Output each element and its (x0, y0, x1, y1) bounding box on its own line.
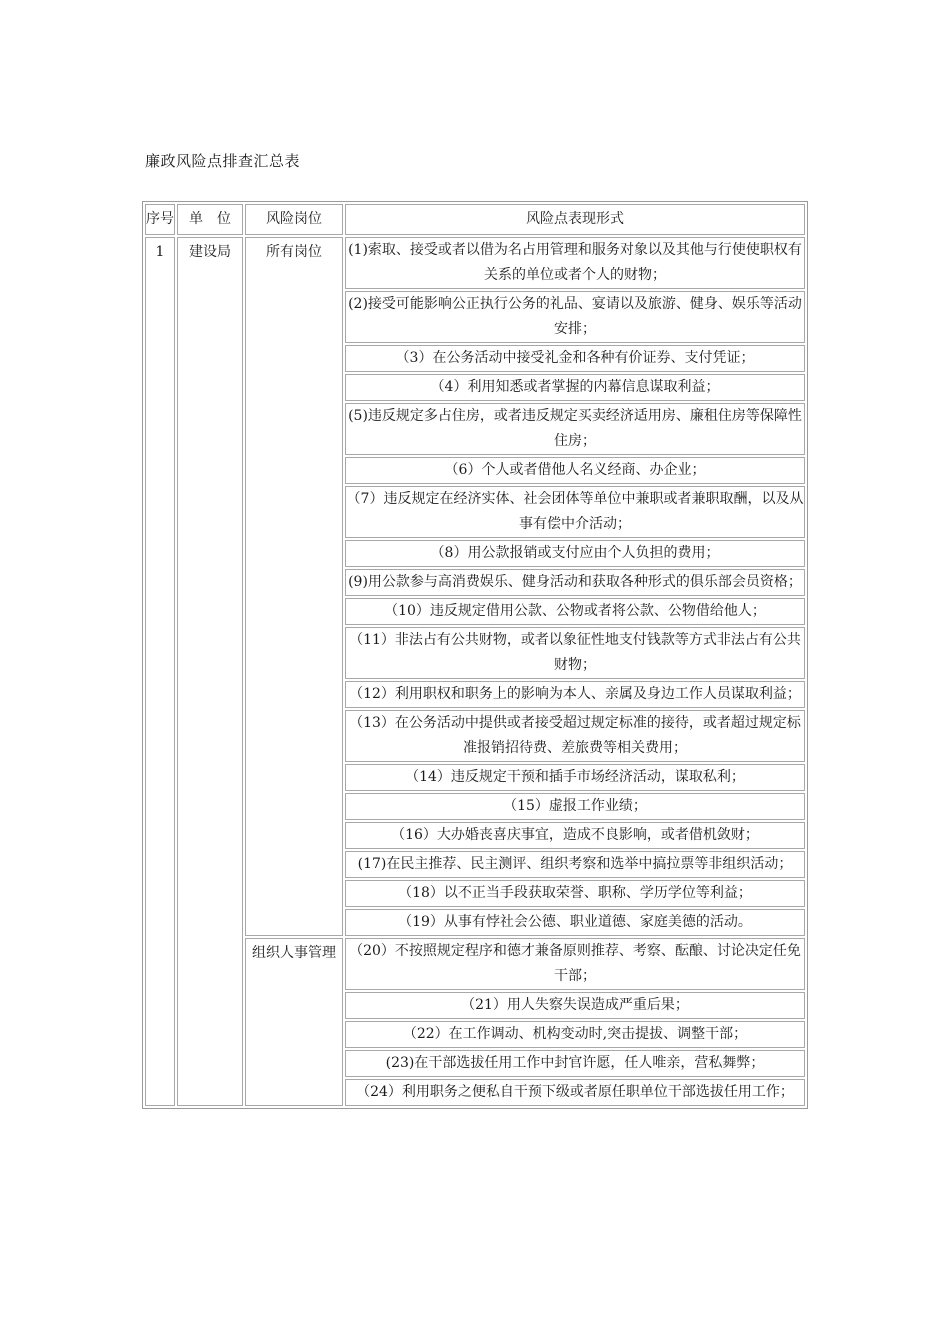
table-row (145, 291, 805, 343)
risk-point-text: （22）在工作调动、机构变动时,突击提拔、调整干部； (402, 1026, 748, 1042)
table-row (145, 681, 805, 708)
risk-point-text: (5)违反规定多占住房，或者违反规定买卖经济适用房、廉租住房等保障性住房； (348, 408, 802, 449)
table-row (145, 822, 805, 849)
risk-point-cell (345, 291, 805, 343)
risk-point-text: （12）利用职权和职务上的影响为本人、亲属及身边工作人员谋取利益； (349, 686, 801, 702)
risk-point-text: (9)用公款参与高消费娱乐、健身活动和获取各种形式的俱乐部会员资格； (348, 574, 802, 590)
risk-point-cell (345, 764, 805, 791)
risk-point-cell (345, 486, 805, 538)
risk-point-cell (345, 992, 805, 1019)
risk-point-cell (345, 822, 805, 849)
header-cell: 风险点表现形式 (345, 204, 805, 235)
risk-point-cell (345, 540, 805, 567)
risk-post-cell: 组织人事管理 (245, 938, 343, 1106)
risk-point-text: （6）个人或者借他人名义经商、办企业； (444, 462, 706, 478)
risk-point-text: （7）违反规定在经济实体、社会团体等单位中兼职或者兼职取酬，以及从事有偿中介活动； (346, 491, 804, 532)
header-cell: 单 位 (177, 204, 243, 235)
risk-point-cell (345, 880, 805, 907)
table-row (145, 345, 805, 372)
document-title: 廉政风险点排查汇总表 (145, 152, 301, 170)
table-row (145, 793, 805, 820)
table-row (145, 403, 805, 455)
risk-point-cell (345, 569, 805, 596)
risk-point-cell (345, 793, 805, 820)
table-row (145, 764, 805, 791)
risk-point-text: （15）虚报工作业绩； (503, 798, 647, 814)
table-row (145, 237, 805, 289)
risk-point-text: （19）从事有悖社会公德、职业道德、家庭美德的活动。 (398, 914, 752, 930)
table-row (145, 457, 805, 484)
table-row (145, 540, 805, 567)
risk-point-text: (17)在民主推荐、民主测评、组织考察和选举中搞拉票等非组织活动； (357, 856, 793, 872)
table-row (145, 851, 805, 878)
risk-post-cell: 所有岗位 (245, 237, 343, 936)
risk-point-cell (345, 1050, 805, 1077)
table-row (145, 569, 805, 596)
risk-point-text: （4）利用知悉或者掌握的内幕信息谋取利益； (430, 379, 720, 395)
row-number-cell: 1 (145, 237, 175, 1106)
table-row (145, 1050, 805, 1077)
risk-point-text: （20）不按照规定程序和德才兼备原则推荐、考察、酝酿、讨论决定任免干部； (349, 943, 801, 984)
risk-point-cell (345, 681, 805, 708)
risk-point-cell (345, 598, 805, 625)
unit-cell: 建设局 (177, 237, 243, 1106)
table-row (145, 1079, 805, 1106)
risk-point-text: (2)接受可能影响公正执行公务的礼品、宴请以及旅游、健身、娱乐等活动安排； (348, 296, 802, 337)
risk-point-text: (1)索取、接受或者以借为名占用管理和服务对象以及其他与行使使职权有关系的单位或者个人的财物； (348, 242, 802, 283)
risk-point-cell (345, 457, 805, 484)
header-cell: 序号 (145, 204, 175, 235)
table-row (145, 1021, 805, 1048)
risk-point-text: （18）以不正当手段获取荣誉、职称、学历学位等利益； (398, 885, 752, 901)
risk-point-cell (345, 374, 805, 401)
risk-summary-table (142, 201, 808, 1109)
table-row (145, 598, 805, 625)
header-cell: 风险岗位 (245, 204, 343, 235)
risk-point-text: （3）在公务活动中接受礼金和各种有价证券、支付凭证； (395, 350, 755, 366)
table-row (145, 374, 805, 401)
risk-point-text: （24）利用职务之便私自干预下级或者原任职单位干部选拔任用工作； (356, 1084, 794, 1100)
table-row (145, 992, 805, 1019)
risk-point-text: （14）违反规定干预和插手市场经济活动，谋取私利； (405, 769, 745, 785)
table-row (145, 710, 805, 762)
table-row (145, 486, 805, 538)
risk-point-cell (345, 345, 805, 372)
risk-point-text: （21）用人失察失误造成严重后果； (461, 997, 689, 1013)
table-row (145, 938, 805, 990)
risk-point-cell (345, 1079, 805, 1106)
risk-point-cell (345, 403, 805, 455)
table-row (145, 880, 805, 907)
risk-point-cell (345, 909, 805, 936)
risk-point-text: (23)在干部选拔任用工作中封官许愿，任人唯亲，营私舞弊； (385, 1055, 765, 1071)
risk-point-cell (345, 237, 805, 289)
risk-point-cell (345, 627, 805, 679)
risk-point-text: （11）非法占有公共财物，或者以象征性地支付钱款等方式非法占有公共财物； (349, 632, 801, 673)
risk-point-cell (345, 938, 805, 990)
table-header-row (145, 204, 805, 235)
risk-point-text: （13）在公务活动中提供或者接受超过规定标准的接待，或者超过规定标准报销招待费、差旅费等相关费用； (349, 715, 801, 756)
risk-point-text: （8）用公款报销或支付应由个人负担的费用； (430, 545, 720, 561)
risk-point-cell (345, 851, 805, 878)
risk-point-text: （16）大办婚丧喜庆事宜，造成不良影响，或者借机敛财； (391, 827, 759, 843)
table-row (145, 627, 805, 679)
risk-point-cell (345, 1021, 805, 1048)
table-row (145, 909, 805, 936)
risk-point-cell (345, 710, 805, 762)
risk-point-text: （10）违反规定借用公款、公物或者将公款、公物借给他人； (384, 603, 766, 619)
